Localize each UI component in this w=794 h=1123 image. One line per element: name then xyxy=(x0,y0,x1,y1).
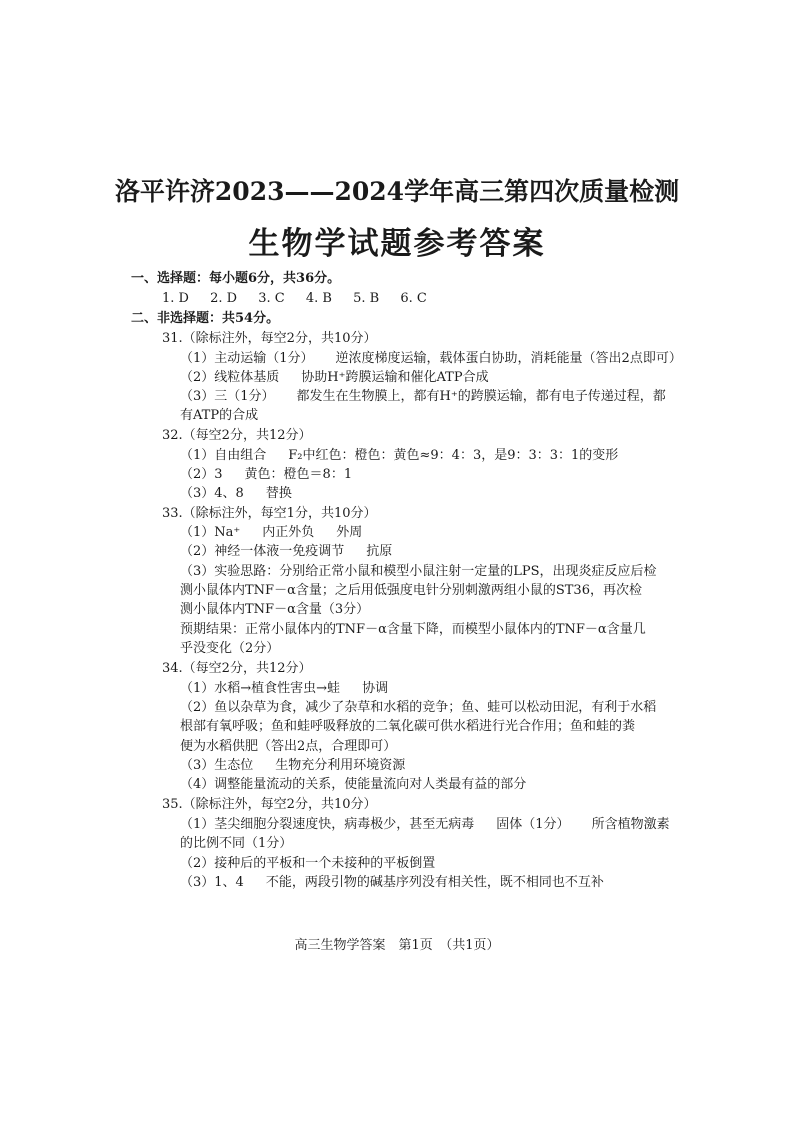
q34-answer-2-line2: 根部有氧呼吸；鱼和蛙呼吸释放的二氧化碳可供水稻进行光合作用；鱼和蛙的粪 xyxy=(180,719,636,734)
mc-answer: 6. C xyxy=(400,291,427,306)
q33-answer-1: （1）Na⁺ 内正外负 外周 xyxy=(180,525,363,540)
exam-title: 洛平许济2023——2024学年高三第四次质量检测 xyxy=(114,177,680,206)
q34-answer-1: （1）水稻→植食性害虫→蛙 协调 xyxy=(180,681,389,696)
q31-answer-2: （2）线粒体基质 协助H⁺跨膜运输和催化ATP合成 xyxy=(180,370,489,385)
q35-header: 35.（除标注外，每空2分，共10分） xyxy=(162,797,377,812)
q33-answer-3-line3: 测小鼠体内TNF－α含量（3分） xyxy=(180,602,370,617)
q33-result-line2: 乎没变化（2分） xyxy=(180,641,280,656)
section2-heading: 二、非选择题：共54分。 xyxy=(131,311,280,326)
q33-answer-3-line2: 测小鼠体内TNF－α含量；之后用低强度电针分别刺激两组小鼠的ST36，再次检 xyxy=(180,583,642,598)
mc-answer: 1. D xyxy=(162,291,189,306)
mc-answer: 5. B xyxy=(353,291,380,306)
q32-answer-3: （3）4、8 替换 xyxy=(180,486,292,501)
q32-answer-1: （1）自由组合 F₂中红色：橙色：黄色≈9：4：3，是9：3：3：1的变形 xyxy=(180,448,619,463)
mc-answers xyxy=(162,290,427,308)
q32-answer-2: （2）3 黄色：橙色＝8：1 xyxy=(180,467,353,482)
q35-answer-1: （1）茎尖细胞分裂速度快，病毒极少，甚至无病毒 固体（1分） 所含植物激素 xyxy=(180,817,670,832)
mc-answer: 3. C xyxy=(258,291,285,306)
q32-header: 32.（每空2分，共12分） xyxy=(162,428,312,443)
q34-header: 34.（每空2分，共12分） xyxy=(162,661,312,676)
q31-answer-3-cont: 有ATP的合成 xyxy=(180,408,259,423)
q35-answer-3: （3）1、4 不能，两段引物的碱基序列没有相关性，既不相同也不互补 xyxy=(180,875,604,890)
q35-answer-2: （2）接种后的平板和一个未接种的平板倒置 xyxy=(180,856,436,871)
q35-answer-1-cont: 的比例不同（1分） xyxy=(180,836,293,851)
page-footer: 高三生物学答案 第1页 （共1页） xyxy=(294,938,500,953)
document-subtitle: 生物学试题参考答案 xyxy=(248,226,546,262)
q31-header: 31.（除标注外，每空2分，共10分） xyxy=(162,331,377,346)
q34-answer-2-line3: 便为水稻供肥（答出2点，合理即可） xyxy=(180,739,397,754)
q34-answer-2-line1: （2）鱼以杂草为食，减少了杂草和水稻的竞争；鱼、蛙可以松动田泥，有利于水稻 xyxy=(180,700,657,715)
q34-answer-3: （3）生态位 生物充分利用环境资源 xyxy=(180,758,406,773)
q34-answer-4: （4）调整能量流动的关系，使能量流向对人类最有益的部分 xyxy=(180,777,527,792)
q33-result-line1: 预期结果：正常小鼠体内的TNF－α含量下降，而模型小鼠体内的TNF－α含量几 xyxy=(180,622,646,637)
q31-answer-3: （3）三（1分） 都发生在生物膜上，都有H⁺的跨膜运输，都有电子传递过程，都 xyxy=(180,389,666,404)
q33-answer-2: （2）神经一体液一免疫调节 抗原 xyxy=(180,544,393,559)
mc-answer: 4. B xyxy=(305,291,332,306)
mc-answer: 2. D xyxy=(210,291,238,306)
q31-answer-1: （1）主动运输（1分） 逆浓度梯度运输，载体蛋白协助，消耗能量（答出2点即可） xyxy=(180,351,682,366)
q33-header: 33.（除标注外，每空1分，共10分） xyxy=(162,506,377,521)
section1-heading: 一、选择题：每小题6分，共36分。 xyxy=(131,271,341,286)
q33-answer-3-line1: （3）实验思路：分别给正常小鼠和模型小鼠注射一定量的LPS，出现炎症反应后检 xyxy=(180,564,657,579)
